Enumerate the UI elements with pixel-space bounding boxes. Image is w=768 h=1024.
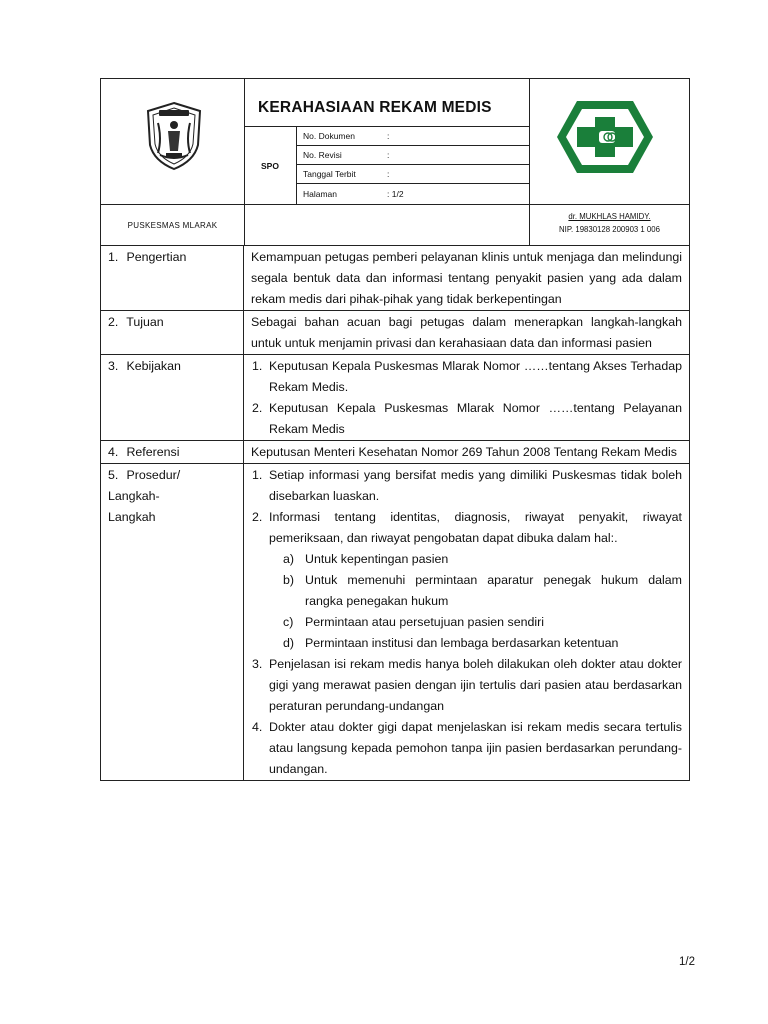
- row-tujuan: [101, 311, 690, 355]
- spo-label: SPO: [244, 127, 297, 204]
- row-kebijakan: [101, 355, 690, 441]
- row-label-text: Langkah: [108, 510, 156, 524]
- document-title: KERAHASIAAN REKAM MEDIS: [258, 99, 492, 116]
- row-content: Kemampuan petugas pemberi pelayanan klinis untuk menjaga dan melindungi segala bentuk data dan informasi tentang penyakit pasien yang ada dalam rekam medis dari pihak-pihak yang tidak berkepentingan: [244, 246, 690, 311]
- meta-key: Tanggal Terbit: [303, 169, 356, 179]
- row-number: 1.: [108, 250, 119, 264]
- list-item: [251, 398, 682, 440]
- row-content: [244, 464, 690, 781]
- prosedur-list: [251, 465, 682, 780]
- list-text: Keputusan Kepala Puskesmas Mlarak Nomor ……tentang Pelayanan Rekam Medis: [269, 401, 682, 436]
- row-label: [101, 355, 244, 441]
- list-text: Penjelasan isi rekam medis hanya boleh dilakukan oleh dokter atau dokter gigi yang merawat pasien dengan ijin tertulis dari pasien atau berdasarkan peraturan perundang-undangan: [269, 657, 682, 713]
- list-number: 2.: [252, 510, 263, 524]
- row-referensi: [101, 441, 690, 464]
- row-label-text: Pengertian: [126, 250, 187, 264]
- row-label-text: Tujuan: [126, 315, 164, 329]
- list-number: 2.: [252, 401, 263, 415]
- meta-sep: :: [387, 150, 390, 160]
- row-number: 5.: [108, 468, 119, 482]
- list-item: [251, 654, 682, 717]
- meta-sep: :: [387, 169, 390, 179]
- sublist-item: [269, 570, 682, 612]
- list-item: [251, 507, 682, 654]
- meta-sep: :: [387, 131, 390, 141]
- list-item: [251, 717, 682, 780]
- row-content: [244, 355, 690, 441]
- list-text: Dokter atau dokter gigi dapat menjelaskan isi rekam medis secara tertulis atau langsung kepada pemohon tanpa ijin pasien berdasarkan perundang-undangan.: [269, 720, 682, 776]
- sublist-item: [269, 612, 682, 633]
- sublist-text: Untuk kepentingan pasien: [305, 552, 449, 566]
- row-label-text: Langkah-: [108, 489, 160, 503]
- list-item: [251, 465, 682, 507]
- meta-row-no-dokumen: [297, 127, 529, 146]
- meta-sep: :: [387, 189, 390, 199]
- list-number: 1.: [252, 359, 263, 373]
- sublist-item: [269, 549, 682, 570]
- signer-name: dr. MUKHLAS HAMIDY.: [568, 212, 651, 221]
- puskesmas-logo: [555, 97, 655, 177]
- meta-value: 1/2: [391, 189, 404, 199]
- list-text: Setiap informasi yang bersifat medis yang dimiliki Puskesmas tidak boleh disebarkan luaskan.: [269, 468, 682, 503]
- meta-key: No. Dokumen: [303, 131, 355, 141]
- spo-document: [100, 78, 690, 781]
- row-content: Sebagai bahan acuan bagi petugas dalam menerapkan langkah-langkah untuk untuk menjamin privasi dan kerahasiaan data dan informasi pasien: [244, 311, 690, 355]
- row-label: [101, 246, 244, 311]
- meta-row-tanggal-terbit: [297, 165, 529, 184]
- list-number: 1.: [252, 468, 263, 482]
- sublist-item: [269, 633, 682, 654]
- row-number: 4.: [108, 445, 119, 459]
- meta-key: No. Revisi: [303, 150, 342, 160]
- meta-row-halaman: [297, 184, 529, 204]
- row-prosedur: [101, 464, 690, 781]
- organization-name: PUSKESMAS MLARAK: [127, 220, 218, 230]
- meta-key: Halaman: [303, 189, 338, 199]
- document-header: [100, 78, 690, 246]
- signer-block: [529, 204, 690, 246]
- row-label: [101, 311, 244, 355]
- row-label: [101, 464, 244, 781]
- row-label-text: Referensi: [126, 445, 180, 459]
- page-number: 1/2: [679, 956, 695, 968]
- row-label-text: Kebijakan: [126, 359, 181, 373]
- document-meta: [244, 126, 529, 204]
- kebijakan-list: [251, 356, 682, 440]
- row-pengertian: [101, 246, 690, 311]
- sublist-letter: b): [283, 573, 295, 587]
- sublist-letter: a): [283, 552, 295, 566]
- list-number: 3.: [252, 657, 263, 671]
- list-item: [251, 356, 682, 398]
- prosedur-sublist: [269, 549, 682, 654]
- meta-row-no-revisi: [297, 146, 529, 165]
- regency-emblem-logo: [144, 101, 204, 171]
- list-text: Keputusan Kepala Puskesmas Mlarak Nomor ……tentang Akses Terhadap Rekam Medis.: [269, 359, 682, 394]
- row-number: 3.: [108, 359, 119, 373]
- signer-nip: NIP. 19830128 200903 1 006: [559, 225, 660, 234]
- sublist-letter: c): [283, 615, 294, 629]
- procedure-table: [100, 245, 690, 781]
- sublist-text: Permintaan institusi dan lembaga berdasarkan ketentuan: [305, 636, 619, 650]
- row-content: Keputusan Menteri Kesehatan Nomor 269 Tahun 2008 Tentang Rekam Medis: [244, 441, 690, 464]
- row-label-text: Prosedur/: [126, 468, 181, 482]
- sublist-text: Permintaan atau persetujuan pasien sendiri: [305, 615, 545, 629]
- row-label: [101, 441, 244, 464]
- row-number: 2.: [108, 315, 119, 329]
- sublist-letter: d): [283, 636, 295, 650]
- sublist-text: Untuk memenuhi permintaan aparatur penegak hukum dalam rangka penegakan hukum: [305, 573, 682, 608]
- list-text: Informasi tentang identitas, diagnosis, riwayat penyakit, riwayat pemeriksaan, dan riwayat pengobatan dapat dibuka dalam hal:.: [269, 510, 682, 545]
- list-number: 4.: [252, 720, 263, 734]
